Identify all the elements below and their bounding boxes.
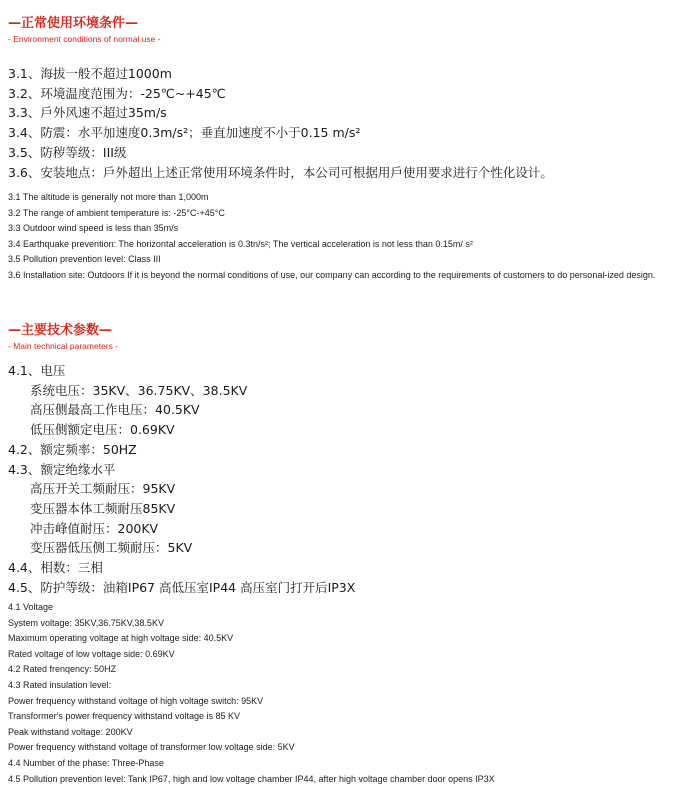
env-cn-item: 3.3、戶外风速不超过35m/s xyxy=(8,105,167,121)
tech-cn-item: 4.4、相数：三相 xyxy=(8,560,103,576)
tech-cn-list xyxy=(8,361,692,597)
tech-heading xyxy=(8,323,692,352)
tech-cn-item: 低压侧额定电压：0.69KV xyxy=(30,422,175,438)
tech-en-item: 4.4 Number of the phase: Three-Phase xyxy=(8,757,164,768)
env-en-item: 3.1 The altitude is generally not more than 1,000m xyxy=(8,192,209,202)
tech-en-item: 4.3 Rated insulation level: xyxy=(8,679,112,690)
tech-cn-item: 4.3、额定绝缘水平 xyxy=(8,461,116,477)
tech-cn-item: 变压器低压侧工频耐压：5KV xyxy=(30,540,193,556)
tech-title: —主要技术参数— xyxy=(8,323,113,338)
env-en-item: 3.3 Outdoor wind speed is less than 35m/s xyxy=(8,223,179,234)
env-cn-item: 3.2、环境温度范围为：-25℃~+45℃ xyxy=(8,85,226,101)
tech-en-item: 4.5 Pollution prevention level: Tank IP67, high and low voltage chamber IP44, after high voltage chamber door opens IP3X xyxy=(8,773,495,784)
tech-en-item: Power frequency withstand voltage of transformer low voltage side: 5KV xyxy=(8,742,295,753)
tech-en-item: Transformer's power frequency withstand voltage is 85 KV xyxy=(8,711,240,722)
env-en-item: 3.4 Earthquake prevention: The horizontal acceleration is 0.3tn/s²; The vertical acceleration is not less than 0.15m/ s² xyxy=(8,238,473,249)
env-en-list xyxy=(8,190,692,284)
env-heading xyxy=(8,16,692,45)
tech-cn-item: 冲击峰值耐压：200KV xyxy=(30,520,159,536)
env-cn-list xyxy=(8,64,692,182)
tech-en-item: Maximum operating voltage at high voltage side: 40.5KV xyxy=(8,633,234,644)
tech-cn-item: 4.1、电压 xyxy=(8,363,66,378)
env-cn-item: 3.5、防秽等级：III级 xyxy=(8,144,127,160)
tech-cn-item: 高压开关工频耐压：95KV xyxy=(30,481,176,497)
tech-en-list xyxy=(8,600,692,787)
tech-en-item: Power frequency withstand voltage of high voltage switch: 95KV xyxy=(8,695,264,706)
env-subtitle: - Environment conditions of normal use - xyxy=(8,34,161,44)
env-en-item: 3.2 The range of ambient temperature is: -25°C-+45°C xyxy=(8,207,225,218)
env-cn-item: 3.6、安装地点：戶外超出上述正常使用环境条件时，本公司可根据用戶使用要求进行个性化设计。 xyxy=(8,164,553,180)
tech-en-item: 4.2 Rated frenqency: 50HZ xyxy=(8,664,117,675)
env-cn-item: 3.1、海拔一般不超过1000m xyxy=(8,66,172,81)
tech-cn-item: 高压侧最高工作电压：40.5KV xyxy=(30,402,200,418)
tech-cn-item: 变压器本体工频耐压85KV xyxy=(30,500,176,516)
tech-en-item: System voltage: 35KV,36.75KV,38.5KV xyxy=(8,617,164,628)
env-en-item: 3.5 Pollution prevention level: Class III xyxy=(8,254,161,265)
tech-cn-item: 系统电压：35KV、36.75KV、38.5KV xyxy=(30,382,248,398)
tech-en-item: Peak withstand voltage: 200KV xyxy=(8,726,133,737)
env-title: —正常使用环境条件— xyxy=(8,16,139,31)
env-cn-item: 3.4、防震：水平加速度0.3m/s²；垂直加速度不小于0.15 m/s² xyxy=(8,125,361,141)
tech-en-item: Rated voltage of low voltage side: 0.69KV xyxy=(8,648,175,659)
tech-subtitle: - Main technical parameters - xyxy=(8,341,119,351)
tech-cn-item: 4.5、防护等级：油箱IP67 高低压室IP44 高压室门打开后IP3X xyxy=(8,579,356,595)
tech-en-item: 4.1 Voltage xyxy=(8,602,54,612)
env-en-item: 3.6 Installation site: Outdoors If it is beyond the normal conditions of use, our company can according to the requirements of customers to do personal-ized design. xyxy=(8,269,656,280)
tech-cn-item: 4.2、额定频率：50HZ xyxy=(8,441,137,457)
